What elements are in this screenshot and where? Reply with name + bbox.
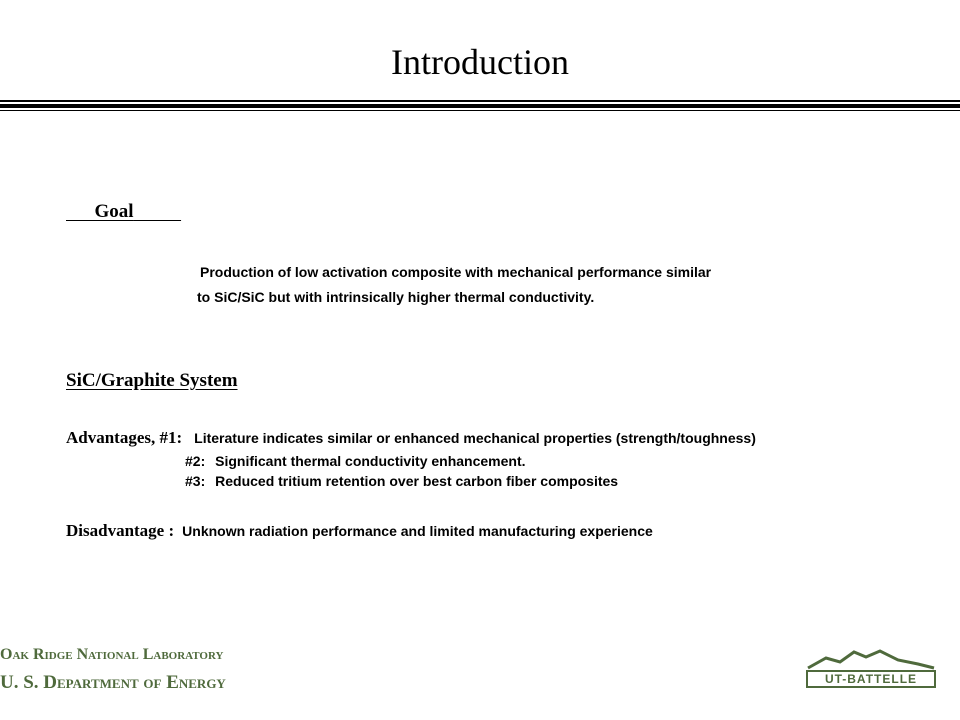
disadvantage-label: Disadvantage : bbox=[66, 521, 175, 540]
advantages-label: Advantages, #1: bbox=[66, 428, 183, 447]
goal-text-line2: to SiC/SiC but with intrinsically higher thermal conductivity. bbox=[197, 289, 595, 305]
goal-heading: Goal bbox=[94, 201, 134, 222]
system-heading: SiC/Graphite System bbox=[66, 370, 238, 391]
page-title: Introduction bbox=[391, 42, 569, 82]
disadvantage-text: Unknown radiation performance and limited manufacturing experience bbox=[182, 523, 653, 539]
advantage-3 bbox=[185, 472, 618, 490]
advantage-2-number: #2: bbox=[185, 453, 206, 469]
advantage-2 bbox=[185, 452, 526, 470]
advantage-1 bbox=[66, 428, 756, 448]
org-name-line2: U. S. Department of Energy bbox=[0, 672, 226, 693]
title-divider bbox=[0, 100, 960, 112]
advantage-3-number: #3: bbox=[185, 473, 206, 489]
mountain-icon bbox=[806, 648, 936, 672]
ut-battelle-logo bbox=[806, 648, 936, 690]
goal-text-line1: Production of low activation composite with mechanical performance similar bbox=[200, 264, 712, 280]
logo-text: UT-BATTELLE bbox=[806, 670, 936, 688]
org-name-line1: Oak Ridge National Laboratory bbox=[0, 646, 224, 663]
advantage-1-text: Literature indicates similar or enhanced mechanical properties (strength/toughness) bbox=[194, 430, 756, 446]
advantage-3-text: Reduced tritium retention over best carbon fiber composites bbox=[215, 473, 619, 489]
disadvantage bbox=[66, 521, 653, 541]
advantage-2-text: Significant thermal conductivity enhancement. bbox=[215, 453, 526, 469]
